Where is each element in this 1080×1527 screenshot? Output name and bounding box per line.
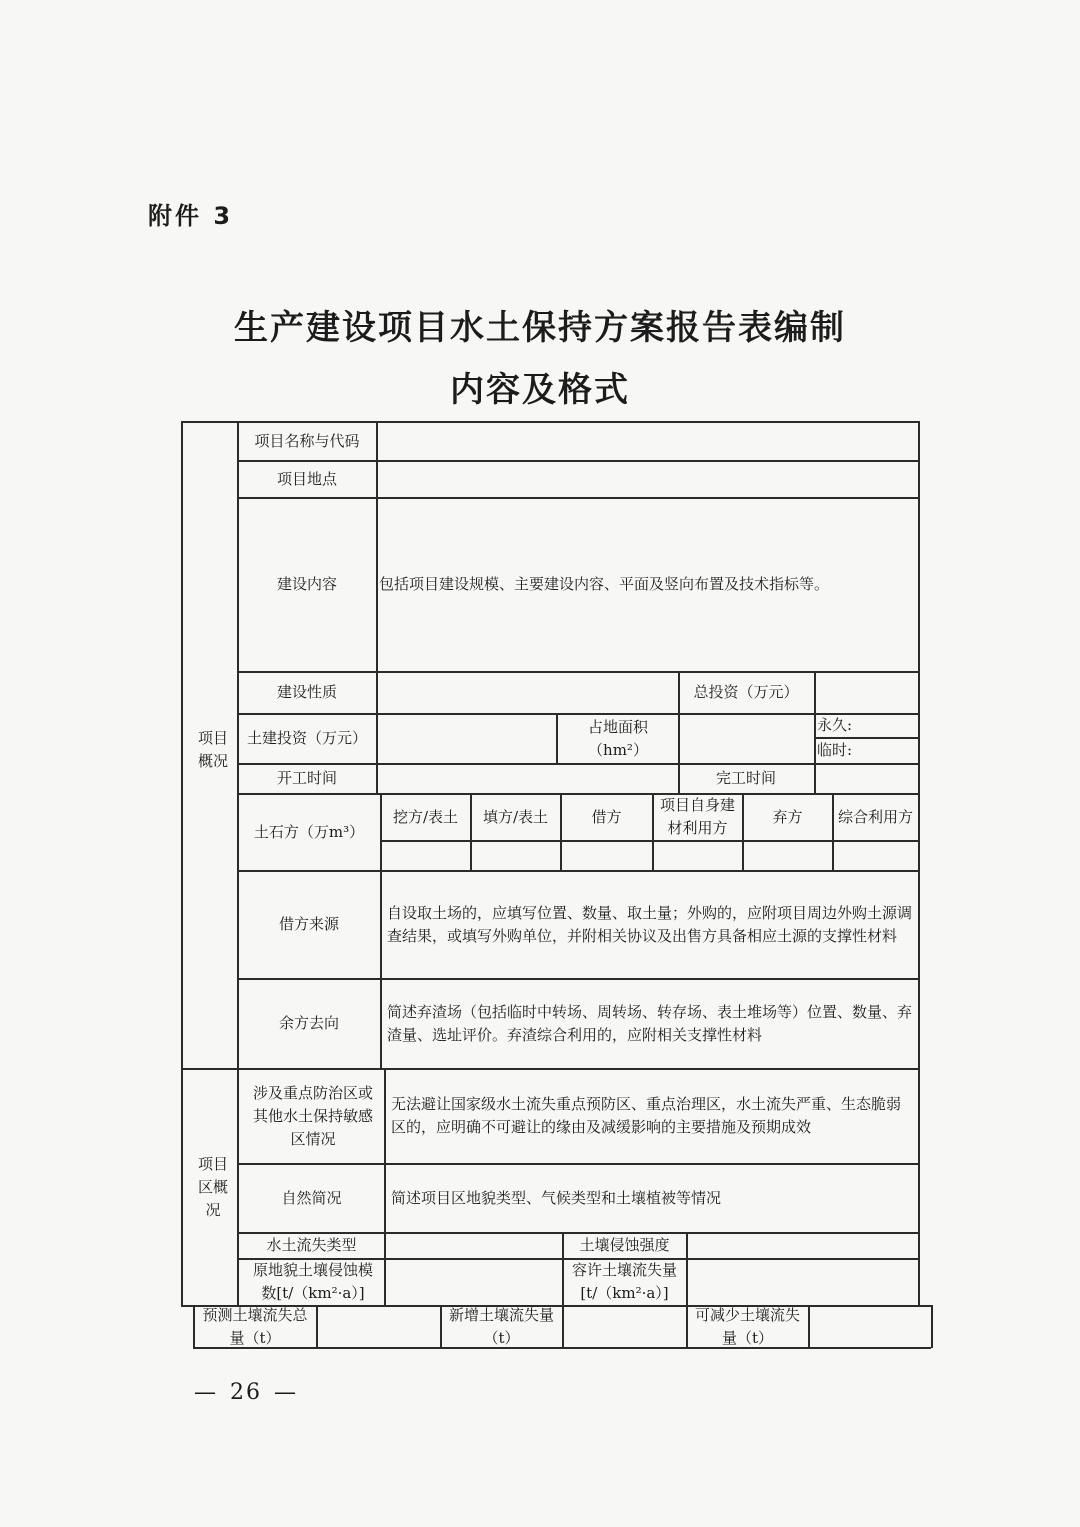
label-total-investment: 总投资（万元）: [693, 683, 799, 701]
table-border-right: [918, 421, 920, 1306]
label-earthwork: 土石方（万m³）: [253, 822, 365, 841]
section-project-overview: 项目概况: [197, 729, 228, 770]
label-end-time: 完工时间: [715, 769, 776, 787]
label-reducible-loss: 可减少土壤流失量（t）: [694, 1305, 800, 1347]
label-project-name: 项目名称与代码: [254, 431, 360, 450]
row-divider: [380, 840, 918, 842]
attachment-label: 附件 3: [148, 202, 234, 230]
col-divider: [808, 1305, 810, 1348]
label-original-modulus: 原地貌土壤侵蚀模数[t/（km²·a）]: [252, 1261, 373, 1302]
page-title-line1: 生产建设项目水土保持方案报告表编制: [234, 308, 846, 348]
earthwork-col-excavation: 挖方/表土: [392, 807, 459, 826]
label-surplus-destination: 余方去向: [278, 1014, 339, 1032]
page-title-line2: 内容及格式: [450, 370, 630, 410]
label-permanent: 永久:: [817, 716, 853, 734]
label-construction-nature: 建设性质: [276, 683, 337, 701]
page-number-value: 26: [230, 1380, 262, 1405]
label-borrow-source: 借方来源: [278, 915, 339, 933]
label-erosion-type: 水土流失类型: [266, 1236, 357, 1254]
section-project-area: 项目区概况: [197, 1154, 228, 1219]
earthwork-col-comprehensive-use: 综合利用方: [837, 807, 913, 826]
col-divider: [556, 713, 558, 763]
label-erosion-intensity: 土壤侵蚀强度: [579, 1236, 670, 1254]
dash-left: —: [194, 1380, 218, 1405]
label-construction-content: 建设内容: [276, 575, 337, 593]
label-allowable-loss: 容许土壤流失量[t/（km²·a）]: [571, 1261, 677, 1302]
earthwork-col-self-use: 项目自身建材利用方: [659, 796, 735, 837]
label-natural-overview: 自然简况: [281, 1188, 342, 1207]
col-divider: [316, 1305, 318, 1348]
note-construction-content: 包括项目建设规模、主要建设内容、平面及竖向布置及技术指标等。: [379, 575, 830, 593]
label-civil-investment: 土建投资（万元）: [246, 729, 367, 747]
col-divider: [931, 1305, 933, 1348]
note-natural-overview: 简述项目区地貌类型、气候类型和土壤植被等情况: [391, 1188, 722, 1207]
earthwork-col-fill: 填方/表土: [482, 807, 549, 826]
dash-right: —: [274, 1380, 298, 1405]
label-new-loss: 新增土壤流失量（t）: [448, 1305, 554, 1347]
page-number: [188, 1380, 304, 1405]
note-surplus-destination: 简述弃渣场（包括临时中转场、周转场、转存场、表土堆场等）位置、数量、弃渣量、选址评价。弃渣综合利用的，应附相关支撑性材料: [387, 1002, 913, 1044]
note-borrow-source: 自设取土场的，应填写位置、数量、取土量；外购的，应附项目周边外购土源调查结果，或填写外购单位，并附相关协议及出售方具备相应土源的支撑性材料: [387, 903, 913, 945]
col-divider: [686, 1232, 688, 1305]
label-land-area: 占地面积（hm²）: [587, 717, 648, 759]
label-temporary: 临时:: [817, 741, 853, 759]
table-border-left: [181, 421, 183, 1306]
label-start-time: 开工时间: [276, 769, 337, 787]
label-project-location: 项目地点: [276, 469, 337, 488]
earthwork-col-borrow: 借方: [591, 807, 622, 826]
note-sensitive-area: 无法避让国家级水土流失重点预防区、重点治理区，水土流失严重、生态脆弱区的，应明确不可避让的缘由及减缓影响的主要措施及预期成效: [391, 1095, 902, 1136]
col-divider: [562, 1305, 564, 1348]
earthwork-col-waste: 弃方: [772, 807, 803, 826]
label-sensitive-area: 涉及重点防治区或其他水土保持敏感区情况: [252, 1083, 373, 1148]
label-predicted-total: 预测土壤流失总量（t）: [202, 1305, 308, 1347]
